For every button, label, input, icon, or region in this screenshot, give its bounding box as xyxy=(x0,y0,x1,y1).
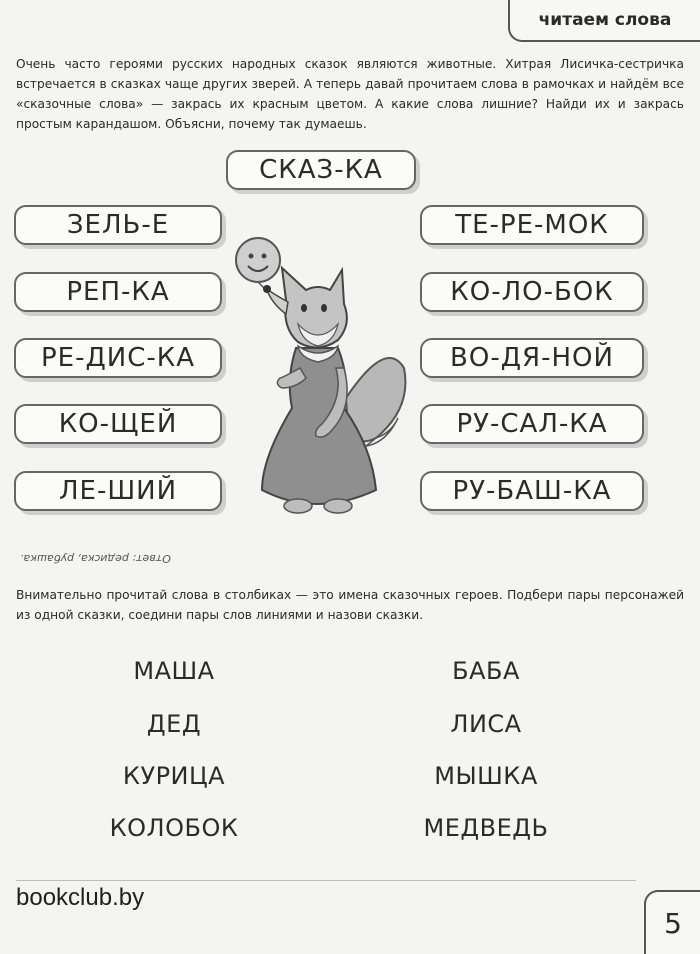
word-box-left: ЛЕ-ШИЙ xyxy=(14,471,222,511)
bottom-divider xyxy=(16,880,636,881)
word-box-left: ЗЕЛЬ-Е xyxy=(14,205,222,245)
word-box-left: РЕ-ДИС-КА xyxy=(14,338,222,378)
word-box-right: ТЕ-РЕ-МОК xyxy=(420,205,644,245)
word-box-top: СКАЗ-КА xyxy=(226,150,416,190)
task-paragraph: Внимательно прочитай слова в столбиках — это имена сказочных героев. Подбери пары персонажей из одной сказки, соедини пары слов линиями и назови сказки. xyxy=(16,588,684,622)
fox-girl-with-balloon-illustration xyxy=(226,228,416,528)
page-number: 5 xyxy=(644,890,700,954)
word-box-left: РЕП-КА xyxy=(14,272,222,312)
intro-paragraph: Очень часто героями русских народных сказок являются животные. Хитрая Лисичка-сестричка встречается в сказках чаще других зверей. А теперь давай прочитаем слова в рамочках и найдём все «сказочные слова» — закрась их красным цветом. А какие слова лишние? Найди их и закрась простым карандашом. Объясни, почему так думаешь. xyxy=(16,57,684,131)
word-box-right: КО-ЛО-БОК xyxy=(420,272,644,312)
word-box-left: КО-ЩЕЙ xyxy=(14,404,222,444)
section-tab: читаем слова xyxy=(508,0,700,42)
right-column-word: ЛИСА xyxy=(450,710,522,738)
word-box-right: РУ-САЛ-КА xyxy=(420,404,644,444)
right-column-word: МЫШКА xyxy=(434,762,538,790)
word-box-right: ВО-ДЯ-НОЙ xyxy=(420,338,644,378)
left-column-word: ДЕД xyxy=(146,710,202,738)
right-column-word: БАБА xyxy=(452,657,520,685)
word-box-right: РУ-БАШ-КА xyxy=(420,471,644,511)
right-column-word: МЕДВЕДЬ xyxy=(423,814,549,842)
left-column-word: КОЛОБОК xyxy=(109,814,239,842)
left-column-word: МАША xyxy=(133,657,215,685)
site-watermark: bookclub.by xyxy=(16,884,145,911)
left-column-word: КУРИЦА xyxy=(122,762,226,790)
answer-note: Ответ: редиска, рубашка. xyxy=(20,552,171,565)
